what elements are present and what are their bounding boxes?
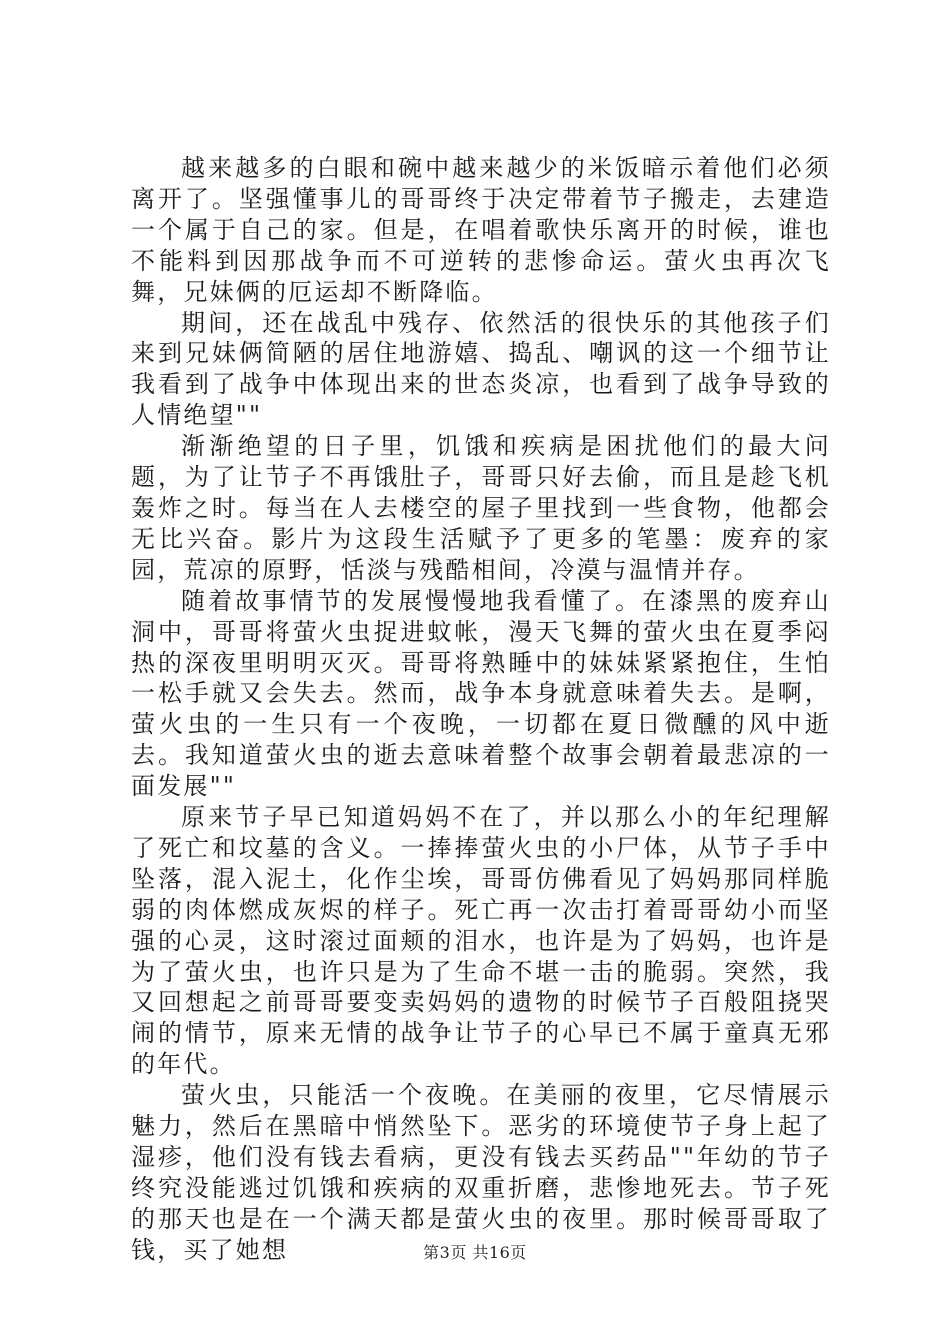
paragraph-1: 越来越多的白眼和碗中越来越少的米饭暗示着他们必须离开了。坚强懂事儿的哥哥终于决定带着节子搬走，去建造一个属于自己的家。但是，在唱着歌快乐离开的时候，谁也不能料到因那战争而不可逆转的悲惨命运。萤火虫再次飞舞，兄妹俩的厄运却不断降临。 [131,154,831,306]
paragraph-2: 期间，还在战乱中残存、依然活的很快乐的其他孩子们来到兄妹俩简陋的居住地游嬉、捣乱、嘲讽的这一个细节让我看到了战争中体现出来的世态炎凉，也看到了战争导致的人情绝望"" [131,308,831,430]
document-body [131,153,831,1266]
paragraph-3: 渐渐绝望的日子里，饥饿和疾病是困扰他们的最大问题，为了让节子不再饿肚子，哥哥只好去偷，而且是趁飞机轰炸之时。每当在人去楼空的屋子里找到一些食物，他都会无比兴奋。影片为这段生活赋予了更多的笔墨：废弃的家园，荒凉的原野，恬淡与残酷相间，冷漠与温情并存。 [131,432,831,584]
paragraph-6: 萤火虫，只能活一个夜晚。在美丽的夜里，它尽情展示魅力，然后在黑暗中悄然坠下。恶劣的环境使节子身上起了湿疹，他们没有钱去看病，更没有钱去买药品""年幼的节子终究没能逃过饥饿和疾病的双重折磨，悲惨地死去。节子死的那天也是在一个满天都是萤火虫的夜里。那时候哥哥取了钱，买了她想 [131,1081,831,1264]
page-footer: 第3页 共16页 [423,1243,527,1262]
paragraph-4: 随着故事情节的发展慢慢地我看懂了。在漆黑的废弃山洞中，哥哥将萤火虫捉进蚊帐，漫天飞舞的萤火虫在夏季闷热的深夜里明明灭灭。哥哥将熟睡中的妹妹紧紧抱住，生怕一松手就又会失去。然而，战争本身就意味着失去。是啊，萤火虫的一生只有一个夜晚，一切都在夏日微醺的风中逝去。我知道萤火虫的逝去意味着整个故事会朝着最悲凉的一面发展"" [131,586,831,801]
paragraph-5: 原来节子早已知道妈妈不在了，并以那么小的年纪理解了死亡和坟墓的含义。一捧捧萤火虫的小尸体，从节子手中坠落，混入泥土，化作尘埃，哥哥仿佛看见了妈妈那同样脆弱的肉体燃成灰烬的样子。死亡再一次击打着哥哥幼小而坚强的心灵，这时滚过面颊的泪水，也许是为了妈妈，也许是为了萤火虫，也许只是为了生命不堪一击的脆弱。突然，我又回想起之前哥哥要变卖妈妈的遗物的时候节子百般阻挠哭闹的情节，原来无情的战争让节子的心早已不属于童真无邪的年代。 [131,803,831,1079]
